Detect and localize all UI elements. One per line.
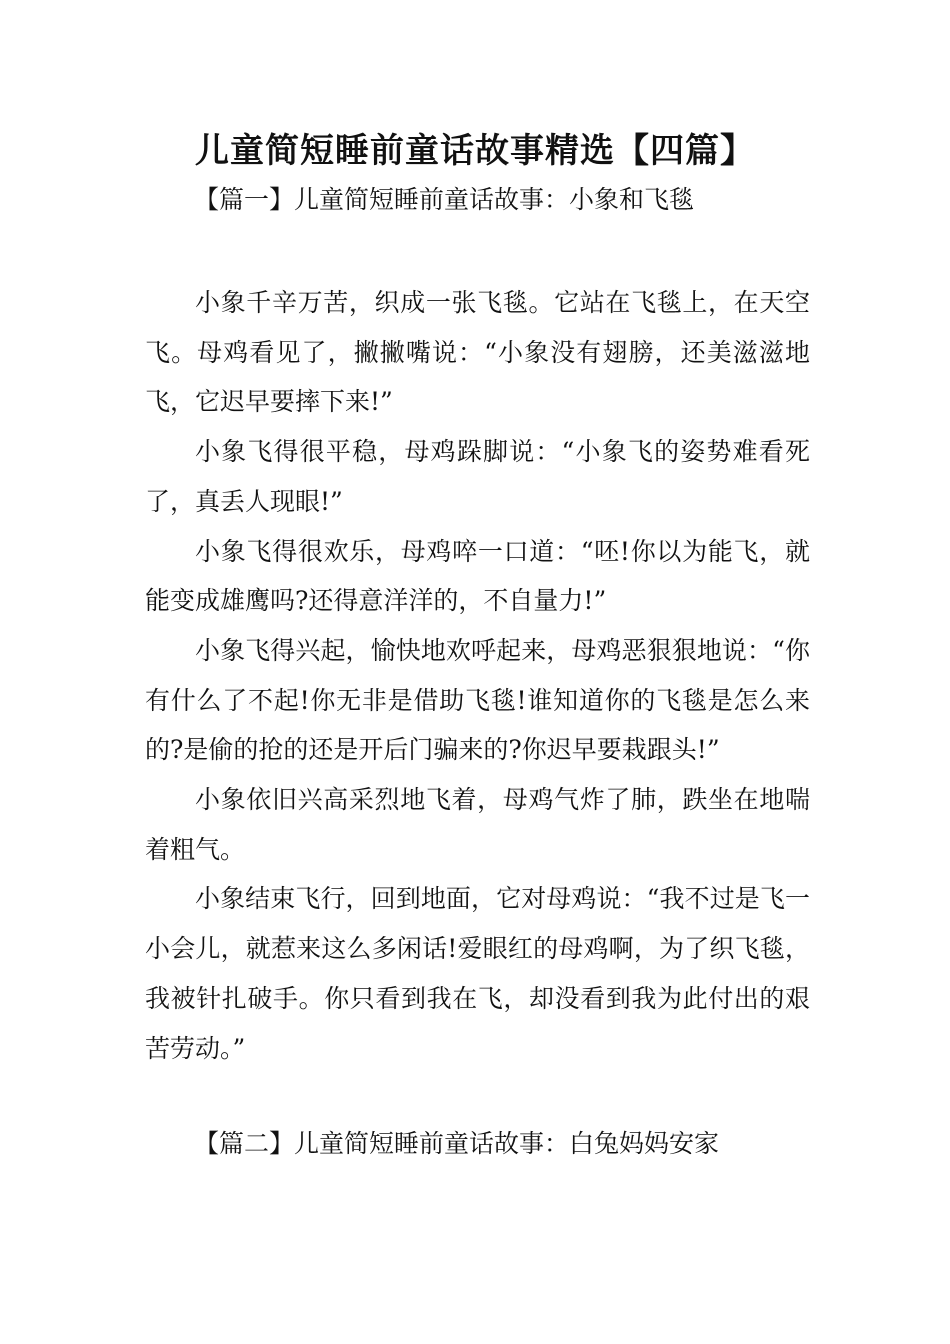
- document-title: 儿童简短睡前童话故事精选【四篇】: [195, 131, 755, 171]
- paragraph: 小象飞得很欢乐，母鸡啐一口道：“呸!你以为能飞，就能变成雄鹰吗?还得意洋洋的，不自量力!”: [145, 536, 810, 616]
- story-body: [145, 278, 810, 1073]
- paragraph: 小象飞得很平稳，母鸡跺脚说：“小象飞的姿势难看死了，真丢人现眼!”: [145, 437, 810, 516]
- paragraph: 小象依旧兴高采烈地飞着，母鸡气炸了肺，跌坐在地喘着粗气。: [145, 785, 810, 864]
- paragraph: 小象飞得兴起，愉快地欢呼起来，母鸡恶狠狠地说：“你有什么了不起!你无非是借助飞毯!谁知道你的飞毯是怎么来的?是偷的抢的还是开后门骗来的?你迟早要栽跟头!”: [145, 635, 810, 765]
- paragraph: 小象千辛万苦，织成一张飞毯。它站在飞毯上，在天空飞。母鸡看见了，撇撇嘴说：“小象没有翅膀，还美滋滋地飞，它迟早要摔下来!”: [145, 288, 810, 417]
- paragraph: 小象结束飞行，回到地面，它对母鸡说：“我不过是飞一小会儿，就惹来这么多闲话!爱眼红的母鸡啊，为了织飞毯，我被针扎破手。你只看到我在飞，却没看到我为此付出的艰苦劳动。”: [145, 884, 810, 1063]
- section-heading-1: 【篇一】儿童简短睡前童话故事：小象和飞毯: [194, 185, 695, 214]
- section-heading-2: 【篇二】儿童简短睡前童话故事：白兔妈妈安家: [194, 1129, 720, 1158]
